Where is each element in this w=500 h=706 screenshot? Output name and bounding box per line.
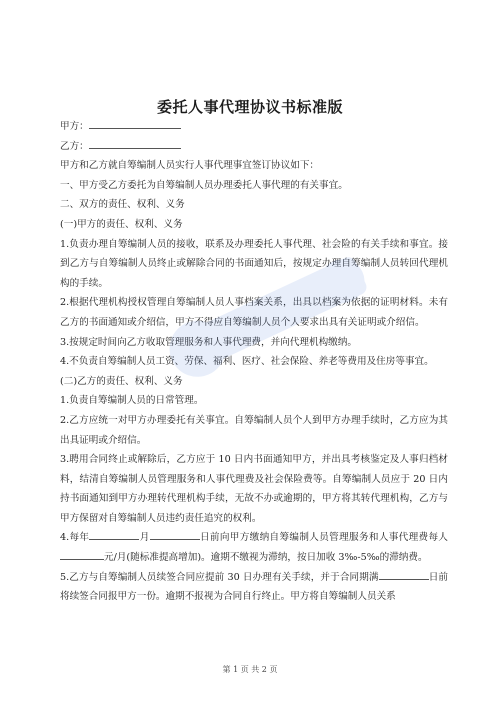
intro-paragraph: 甲方和乙方就自筹编制人员实行人事代理事宜签订协议如下： bbox=[60, 160, 320, 172]
fee-blank bbox=[60, 548, 104, 560]
document-body bbox=[60, 117, 448, 607]
month-blank bbox=[89, 528, 139, 540]
party-b-label: 乙方： bbox=[60, 140, 89, 152]
section-1: 一、甲方受乙方委托为自筹编制人员办理委托人事代理的有关事宜。 bbox=[60, 179, 348, 191]
document-title: 委托人事代理协议书标准版 bbox=[156, 98, 343, 116]
clause-b4-part-d: 元/月(随标准提高增加)。逾期不缴视为滞纳，按日加收 3‰-5‰的滞纳费。 bbox=[104, 552, 428, 564]
section-2-heading: 二、双方的责任、权利、义务 bbox=[60, 199, 185, 211]
party-a-line bbox=[60, 117, 448, 137]
party-b-blank bbox=[89, 137, 181, 149]
party-a-label: 甲方： bbox=[60, 121, 89, 132]
page-footer: 第 1 页 共 2 页 bbox=[222, 665, 278, 674]
clause-b4-part-a: 4.每年 bbox=[60, 532, 90, 544]
section-2a-heading: (一)甲方的责任、权利、义务 bbox=[60, 218, 183, 230]
clause-b5-part-a: 5.乙方与自筹编制人员续签合同应提前 30 日办理有关手续，并于合同期满 bbox=[60, 571, 379, 583]
clause-b1: 1.负责自筹编制人员的日常管理。 bbox=[60, 395, 204, 407]
clause-a1: 1.负责办理自筹编制人员的接收，联系及办理委托人事代理、社会险的有关手续和事宜。接到乙方与自筹编制人员终止或解除合同的书面通知后，按规定办理自筹编制人员转回代理机构的手续。 bbox=[60, 238, 448, 289]
expiry-blank bbox=[379, 568, 429, 580]
clause-b4 bbox=[60, 528, 448, 567]
clause-a4: 4.不负责自筹编制人员工资、劳保、福利、医疗、社会保险、养老等费用及住房等事宜。 bbox=[60, 356, 434, 368]
clause-b4-part-b: 月 bbox=[139, 532, 150, 544]
clause-b5-part-b: 日前将续签合同报甲方一份。逾期不报视为合同自行终止。甲方将自筹编制人员关系 bbox=[60, 571, 448, 603]
party-b-line bbox=[60, 137, 448, 157]
clause-a3: 3.按规定时间向乙方收取管理服务和人事代理费，并向代理机构缴纳。 bbox=[60, 336, 357, 348]
section-2b-heading: (二)乙方的责任、权利、义务 bbox=[60, 375, 183, 387]
party-a-blank bbox=[89, 117, 181, 129]
clause-b2: 2.乙方应统一对甲方办理委托有关事宜。自筹编制人员个人到甲方办理手续时，乙方应为其出具证明或介绍信。 bbox=[60, 414, 448, 446]
clause-a2: 2.根据代理机构授权管理自筹编制人员人事档案关系，出具以档案为依据的证明材料。未有乙方的书面通知或介绍信，甲方不得应自筹编制人员个人要求出具有关证明或介绍信。 bbox=[60, 297, 448, 328]
clause-b5 bbox=[60, 568, 448, 607]
clause-b4-part-c: 日前向甲方缴纳自筹编制人员管理服务和人事代理费每人 bbox=[199, 532, 449, 544]
day-blank bbox=[150, 528, 200, 540]
clause-b3: 3.聘用合同终止或解除后，乙方应于 10 日内书面通知甲方，并出具考核鉴定及人事归档材料，结清自筹编制人员管理服务和人事代理费及社会保险费等。自筹编制人员应于 20 日内持书面通知到甲方办理转代理机构手续，无故不办或逾期的，甲方将其转代理机构，乙方与甲方保留对自筹编制人员违约责任追究的权利。 bbox=[60, 454, 448, 524]
